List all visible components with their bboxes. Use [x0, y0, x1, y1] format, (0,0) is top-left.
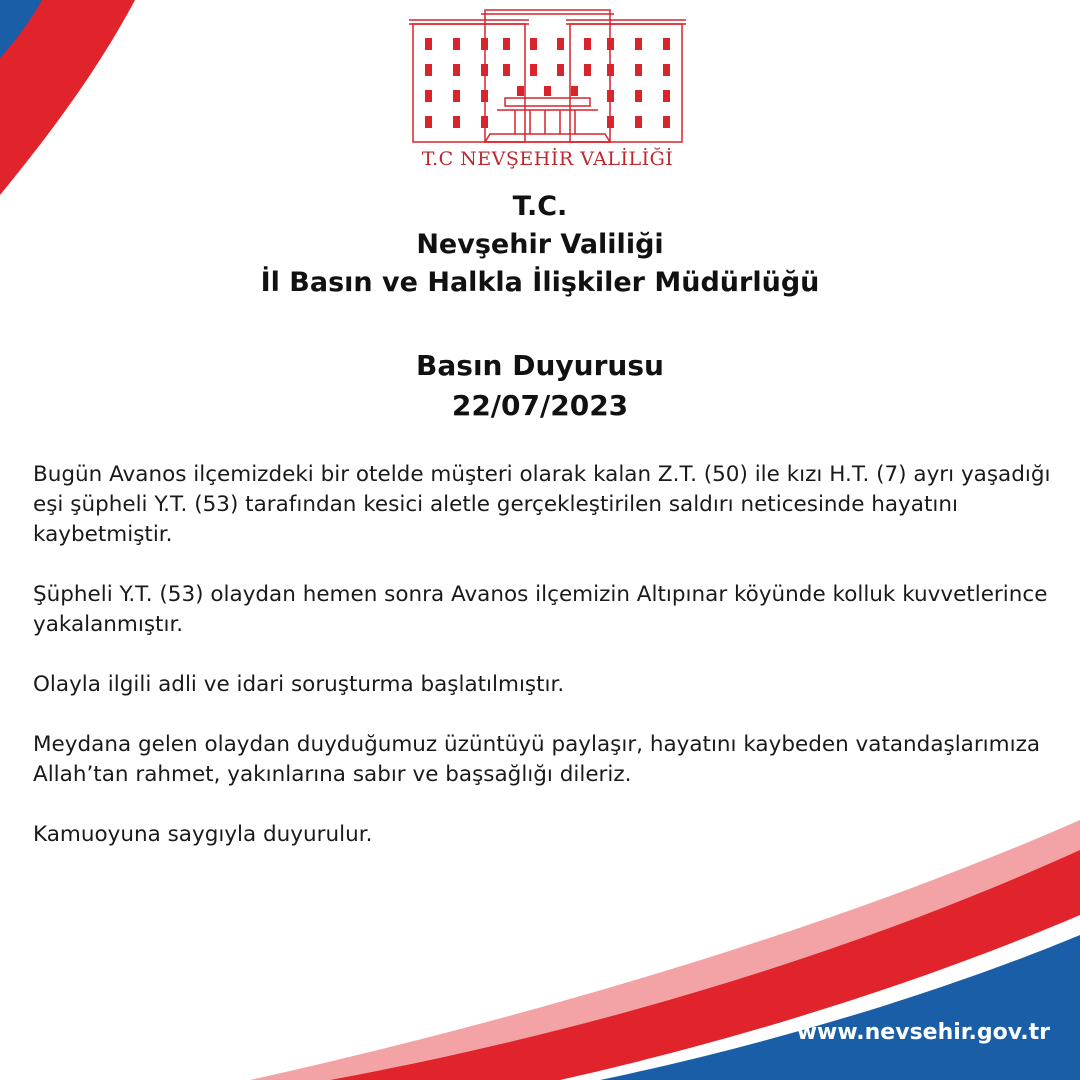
header-line-governorship: Nevşehir Valiliği: [416, 229, 664, 260]
announcement-heading: [0, 346, 1080, 426]
header-line-tc: T.C.: [512, 191, 568, 222]
body-paragraph: Kamuoyuna saygıyla duyurulur.: [33, 822, 373, 847]
body-paragraph: Şüpheli Y.T. (53) olaydan hemen sonra Avanos ilçemizin Altıpınar köyünde kolluk kuvvetlerince yakalanmıştır.: [33, 582, 1048, 637]
announcement-date: 22/07/2023: [451, 389, 629, 422]
announcement-body: [33, 460, 1053, 880]
logo-caption: T.C NEVŞEHİR VALİLİĞİ: [421, 148, 674, 170]
page-header: [0, 188, 1080, 302]
header-line-directorate: İl Basın ve Halkla İlişkiler Müdürlüğü: [260, 267, 820, 298]
announcement-title: Basın Duyurusu: [416, 349, 664, 382]
website-link[interactable]: www.nevsehir.gov.tr: [796, 1020, 1050, 1045]
body-paragraph: Olayla ilgili adli ve idari soruşturma başlatılmıştır.: [33, 672, 565, 697]
body-paragraph: Bugün Avanos ilçemizdeki bir otelde müşteri olarak kalan Z.T. (50) ile kızı H.T. (7) ayrı yaşadığı eşi şüpheli Y.T. (53) tarafından kesici aletle gerçekleştirilen saldırı neticesinde hayatını kaybetmiştir.: [33, 462, 1051, 547]
body-paragraph: Meydana gelen olaydan duyduğumuz üzüntüyü paylaşır, hayatını kaybeden vatandaşlarımıza Allah’tan rahmet, yakınlarına sabır ve başsağlığı dileriz.: [33, 732, 1041, 787]
